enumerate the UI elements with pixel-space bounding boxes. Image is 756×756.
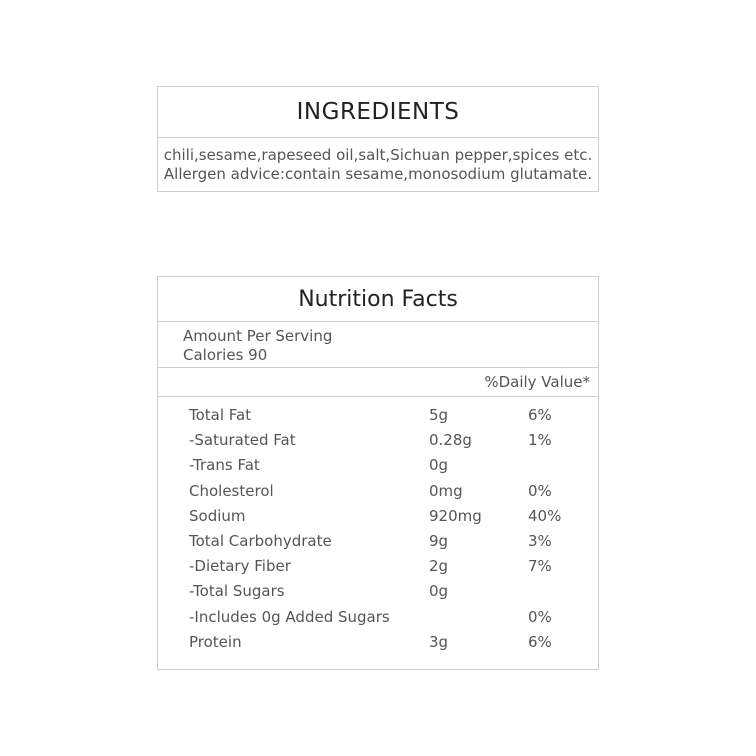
nutrient-percent: 1% [528,431,552,450]
nutrient-row [158,605,598,630]
nutrient-percent: 40% [528,506,562,525]
serving-info [158,322,598,368]
nutrient-amount: 3g [429,632,449,651]
serving-label: Amount Per Serving [183,327,333,345]
nutrient-amount: 920mg [429,506,482,525]
nutrient-row [158,579,598,604]
nutrient-percent: 0% [528,607,552,626]
allergen-advice: Allergen advice:contain sesame,monosodium glutamate. [163,165,593,183]
nutrient-name: Sodium [189,506,246,525]
nutrient-name: -Trans Fat [189,456,260,475]
nutrient-row [158,403,598,428]
nutrient-percent: 6% [528,406,552,424]
ingredients-panel [157,86,599,192]
nutrient-table [158,397,598,655]
nutrient-row [158,504,598,529]
nutrient-percent: 7% [528,557,552,576]
nutrient-amount: 0g [429,456,449,475]
nutrition-facts-panel [157,276,599,670]
nutrient-amount: 0.28g [429,431,472,450]
nutrient-amount: 0mg [429,481,463,500]
nutrient-row [158,428,598,453]
nutrient-name: Protein [189,632,242,651]
nutrient-name: Total Fat [189,406,252,424]
nutrition-title: Nutrition Facts [158,277,598,322]
nutrient-name: Total Carbohydrate [189,531,332,550]
ingredients-text [158,138,598,184]
nutrient-amount: 5g [429,406,449,424]
nutrient-amount: 0g [429,582,449,601]
nutrient-name: -Total Sugars [189,582,285,601]
nutrient-percent: 0% [528,481,552,500]
ingredients-title: INGREDIENTS [158,87,598,138]
ingredients-list: chili,sesame,rapeseed oil,salt,Sichuan pepper,spices etc. [163,146,593,164]
daily-value-header: %Daily Value* [158,368,598,397]
nutrient-percent: 6% [528,632,552,651]
nutrient-name: Cholesterol [189,481,274,500]
nutrient-amount: 9g [429,531,449,550]
nutrient-row [158,630,598,655]
nutrient-row [158,479,598,504]
calories-label: Calories 90 [183,346,268,364]
nutrient-row [158,554,598,579]
nutrient-name: -Saturated Fat [189,431,296,450]
nutrient-row [158,529,598,554]
nutrient-percent: 3% [528,531,552,550]
nutrient-row [158,453,598,478]
nutrient-name: -Includes 0g Added Sugars [189,607,390,626]
nutrient-name: -Dietary Fiber [189,557,291,576]
nutrient-amount: 2g [429,557,449,576]
